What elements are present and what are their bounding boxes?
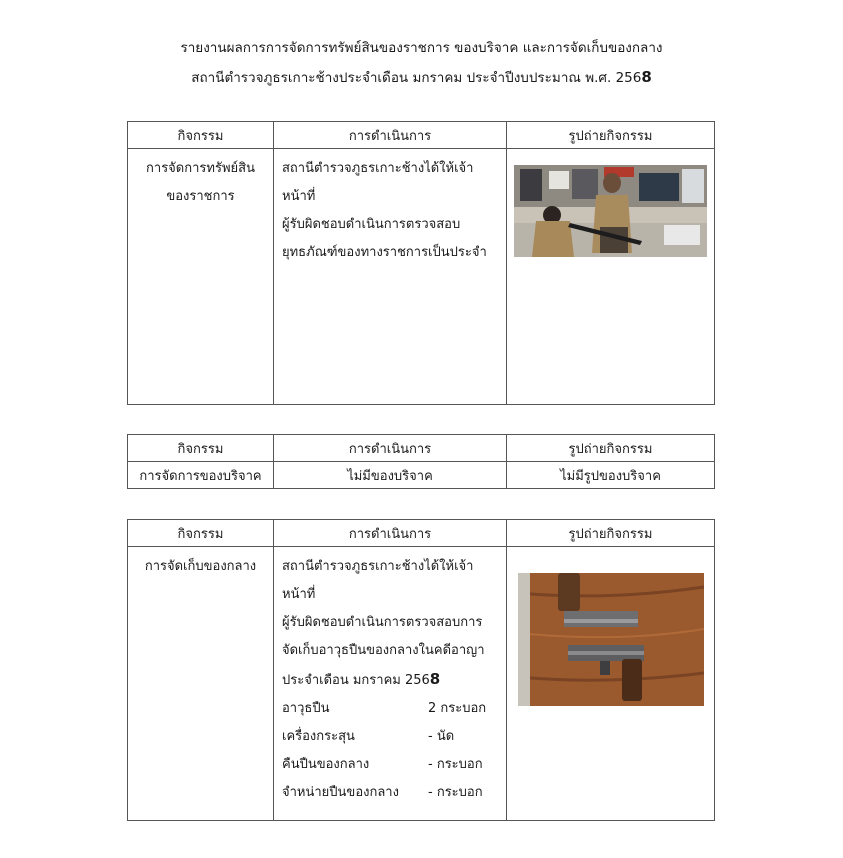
activity-cell <box>128 149 274 405</box>
evidence-item <box>282 779 498 807</box>
col-header-photo: รูปถ่ายกิจกรรม <box>507 520 715 547</box>
operation-line <box>282 665 498 695</box>
report-title-year-suffix: 8 <box>641 68 652 86</box>
report-title-line2 <box>0 66 843 88</box>
col-header-operation: การดำเนินการ <box>274 435 507 462</box>
photo-cell <box>507 149 715 405</box>
item-qty: - นัด <box>428 729 455 744</box>
activity-cell: การจัดการของบริจาค <box>128 462 274 489</box>
month-text: ประจำเดือน มกราคม 256 <box>282 673 430 688</box>
operation-cell <box>274 149 507 405</box>
activity-line: การจัดเก็บของกลาง <box>144 559 257 574</box>
operation-cell <box>274 547 507 821</box>
assets-table <box>127 121 715 405</box>
photo-cell <box>507 547 715 821</box>
operation-line: สถานีตำรวจภูธรเกาะช้างได้ให้เจ้าหน้าที่ <box>282 559 474 602</box>
inspection-photo <box>514 165 707 257</box>
month-year-suffix: 8 <box>429 670 441 688</box>
operation-line: ยุทธภัณฑ์ของทางราชการเป็นประจำ <box>282 245 487 260</box>
evidence-item <box>282 723 498 751</box>
item-name: เครื่องกระสุน <box>282 729 355 744</box>
confiscated-guns-photo <box>518 573 704 706</box>
donations-table <box>127 434 715 489</box>
item-qty: 2 กระบอก <box>428 701 487 716</box>
item-qty: - กระบอก <box>428 757 483 772</box>
col-header-activity: กิจกรรม <box>128 435 274 462</box>
photo-cell: ไม่มีรูปของบริจาค <box>507 462 715 489</box>
col-header-photo: รูปถ่ายกิจกรรม <box>507 435 715 462</box>
item-name: จำหน่ายปืนของกลาง <box>282 785 399 800</box>
item-name: อาวุธปืน <box>282 701 330 716</box>
report-title-line1: รายงานผลการการจัดการทรัพย์สินของราชการ ของบริจาค และการจัดเก็บของกลาง <box>180 40 663 56</box>
operation-line: ผู้รับผิดชอบดำเนินการตรวจสอบ <box>282 217 461 232</box>
activity-cell <box>128 547 274 821</box>
item-qty: - กระบอก <box>428 785 483 800</box>
col-header-activity: กิจกรรม <box>128 520 274 547</box>
operation-line: สถานีตำรวจภูธรเกาะช้างได้ให้เจ้าหน้าที่ <box>282 161 474 204</box>
evidence-item <box>282 695 498 723</box>
operation-line: ผู้รับผิดชอบดำเนินการตรวจสอบการ <box>282 615 483 630</box>
activity-line: การจัดการทรัพย์สิน <box>146 161 255 176</box>
evidence-table <box>127 519 715 821</box>
col-header-operation: การดำเนินการ <box>274 520 507 547</box>
col-header-activity: กิจกรรม <box>128 122 274 149</box>
col-header-operation: การดำเนินการ <box>274 122 507 149</box>
activity-line: ของราชการ <box>166 189 235 204</box>
item-name: คืนปืนของกลาง <box>282 757 370 772</box>
operation-line: จัดเก็บอาวุธปืนของกลางในคดีอาญา <box>282 643 485 658</box>
report-title-text: สถานีตำรวจภูธรเกาะช้างประจำเดือน มกราคม ประจำปีงบประมาณ พ.ศ. 256 <box>191 70 642 86</box>
operation-cell: ไม่มีของบริจาค <box>274 462 507 489</box>
col-header-photo: รูปถ่ายกิจกรรม <box>507 122 715 149</box>
evidence-item <box>282 751 498 779</box>
